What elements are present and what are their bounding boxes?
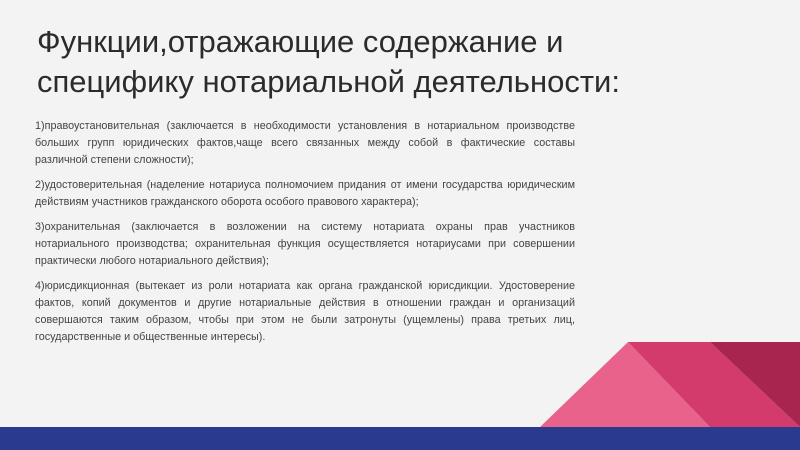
- function-paragraph-3: 3)охранительная (заключается в возложении на систему нотариата охраны прав участников нотариального производства; охранительная функция осуществляется нотариусами при совершении практически любого нотариального действия);: [35, 221, 575, 267]
- bottom-bar: [0, 427, 800, 450]
- function-paragraph-2: 2)удостоверительная (наделение нотариуса полномочием придания от имени государства юридическим действиям участников гражданского оборота особого правового характера);: [35, 179, 575, 208]
- function-paragraph-4: 4)юрисдикционная (вытекает из роли нотариата как органа гражданской юрисдикции. Удостоверение фактов, копий документов и другие нотариальные действия в отношении граждан и организаций совершаются таким образом, чтобы при этом не были затронуты (ущемлены) права третьих лиц, государственные и общественные интересы).: [35, 280, 575, 343]
- function-paragraph-1: 1)правоустановительная (заключается в необходимости установления в нотариальном производстве больших групп юридических фактов,чаще всего связанных между собой в фактические составы различной степени сложности);: [35, 120, 575, 166]
- title-line-2: специфику нотариальной деятельности:: [37, 64, 620, 99]
- title-line-1: Функции,отражающие содержание и: [37, 24, 564, 59]
